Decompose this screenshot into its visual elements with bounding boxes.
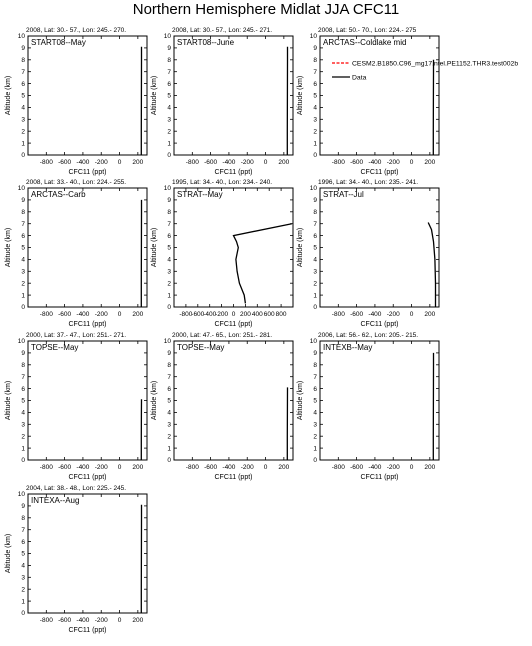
plot-frame	[320, 36, 439, 155]
x-tick-label: -600	[58, 464, 71, 471]
plot-frame	[174, 341, 293, 460]
x-tick-label: 600	[264, 311, 275, 318]
y-tick-label: 0	[21, 304, 25, 311]
x-tick-label: 200	[424, 464, 435, 471]
y-tick-label: 6	[167, 233, 171, 240]
y-tick-label: 10	[310, 338, 318, 345]
y-tick-label: 2	[21, 128, 25, 135]
y-tick-label: 9	[167, 350, 171, 357]
x-tick-label: -800	[186, 159, 199, 166]
x-tick-label: -200	[387, 159, 400, 166]
y-tick-label: 10	[18, 185, 26, 192]
panel-3	[297, 27, 439, 176]
x-tick-label: -800	[186, 464, 199, 471]
y-axis-label: Altitude (km)	[151, 381, 158, 420]
x-axis-label: CFC11 (ppt)	[361, 321, 399, 328]
x-tick-label: 0	[232, 311, 236, 318]
panel-campaign-label: TOPSE--May	[31, 343, 78, 352]
x-tick-label: -400	[368, 311, 381, 318]
y-tick-label: 0	[313, 152, 317, 159]
panel-header: 2004, Lat: 38.- 48., Lon: 225.- 245.	[26, 485, 126, 492]
y-tick-label: 5	[313, 93, 317, 100]
data-series-line	[234, 224, 292, 304]
y-tick-label: 3	[167, 269, 171, 276]
y-tick-label: 6	[313, 81, 317, 88]
x-tick-label: 0	[264, 464, 268, 471]
x-tick-label: -400	[222, 464, 235, 471]
y-tick-label: 10	[164, 338, 172, 345]
y-tick-label: 2	[167, 433, 171, 440]
y-tick-label: 5	[21, 93, 25, 100]
x-tick-label: -400	[203, 311, 216, 318]
x-tick-label: -200	[95, 617, 108, 624]
x-tick-label: -400	[76, 617, 89, 624]
y-tick-label: 6	[167, 81, 171, 88]
x-tick-label: -200	[215, 311, 228, 318]
y-tick-label: 5	[167, 93, 171, 100]
x-tick-label: -400	[76, 311, 89, 318]
y-tick-label: 9	[313, 197, 317, 204]
y-tick-label: 6	[21, 539, 25, 546]
y-tick-label: 4	[313, 257, 317, 264]
panel-5	[151, 179, 293, 328]
y-tick-label: 2	[167, 128, 171, 135]
x-tick-label: 0	[410, 464, 414, 471]
panel-campaign-label: ARCTAS--Coldlake mid	[323, 38, 406, 47]
panel-header: 2008, Lat: 30.- 57., Lon: 245.- 271.	[172, 27, 272, 34]
x-tick-label: -800	[40, 617, 53, 624]
y-tick-label: 7	[21, 374, 25, 381]
x-tick-label: -800	[332, 159, 345, 166]
x-tick-label: -800	[332, 311, 345, 318]
y-tick-label: 4	[21, 105, 25, 112]
y-axis-label: Altitude (km)	[5, 534, 12, 573]
panel-campaign-label: INTEXA--Aug	[31, 496, 79, 505]
y-tick-label: 8	[313, 57, 317, 64]
y-tick-label: 2	[167, 280, 171, 287]
x-tick-label: -200	[95, 311, 108, 318]
y-tick-label: 8	[21, 515, 25, 522]
x-tick-label: 0	[264, 159, 268, 166]
y-tick-label: 1	[313, 292, 317, 299]
y-tick-label: 8	[313, 209, 317, 216]
y-tick-label: 5	[167, 398, 171, 405]
panel-header: 2008, Lat: 33.- 40., Lon: 224.- 255.	[26, 179, 126, 186]
y-axis-label: Altitude (km)	[151, 228, 158, 267]
x-tick-label: -200	[241, 159, 254, 166]
y-tick-label: 4	[313, 105, 317, 112]
y-tick-label: 3	[21, 422, 25, 429]
legend-model-label: CESM2.B1850.C96_mg17.ntel.PE1152.THR3.test002b	[352, 61, 518, 68]
y-tick-label: 9	[21, 503, 25, 510]
y-tick-label: 10	[164, 33, 172, 40]
y-tick-label: 10	[18, 338, 26, 345]
panel-10	[5, 485, 147, 634]
y-tick-label: 0	[21, 610, 25, 617]
panel-4	[5, 179, 147, 328]
legend	[332, 61, 518, 82]
y-tick-label: 7	[21, 69, 25, 76]
x-tick-label: -200	[387, 311, 400, 318]
x-tick-label: 400	[252, 311, 263, 318]
x-tick-label: 200	[132, 464, 143, 471]
y-tick-label: 6	[313, 233, 317, 240]
y-axis-label: Altitude (km)	[5, 228, 12, 267]
y-tick-label: 7	[167, 221, 171, 228]
y-tick-label: 0	[21, 152, 25, 159]
y-tick-label: 0	[167, 152, 171, 159]
y-tick-label: 4	[21, 410, 25, 417]
y-tick-label: 2	[313, 128, 317, 135]
y-tick-label: 8	[21, 209, 25, 216]
x-tick-label: -600	[58, 311, 71, 318]
y-tick-label: 2	[313, 433, 317, 440]
x-tick-label: 200	[240, 311, 251, 318]
x-tick-label: 0	[410, 311, 414, 318]
y-tick-label: 8	[167, 362, 171, 369]
x-tick-label: -600	[350, 159, 363, 166]
y-tick-label: 10	[164, 185, 172, 192]
plot-frame	[28, 494, 147, 613]
panel-campaign-label: INTEXB--May	[323, 343, 372, 352]
x-tick-label: -600	[204, 159, 217, 166]
y-tick-label: 1	[21, 140, 25, 147]
x-axis-label: CFC11 (ppt)	[215, 321, 253, 328]
y-tick-label: 8	[167, 57, 171, 64]
x-tick-label: -800	[40, 311, 53, 318]
y-tick-label: 3	[21, 117, 25, 124]
x-axis-label: CFC11 (ppt)	[69, 474, 107, 481]
panel-header: 2006, Lat: 56.- 62., Lon: 205.- 215.	[318, 332, 418, 339]
y-tick-label: 2	[21, 433, 25, 440]
x-tick-label: -800	[332, 464, 345, 471]
y-tick-label: 1	[313, 140, 317, 147]
x-tick-label: 0	[410, 159, 414, 166]
y-tick-label: 3	[21, 575, 25, 582]
x-tick-label: -600	[58, 159, 71, 166]
plot-frame	[174, 188, 293, 307]
x-tick-label: 200	[132, 617, 143, 624]
y-tick-label: 9	[167, 45, 171, 52]
panel-8	[151, 332, 293, 481]
y-tick-label: 0	[313, 304, 317, 311]
y-tick-label: 7	[313, 374, 317, 381]
x-tick-label: -200	[241, 464, 254, 471]
y-tick-label: 5	[21, 398, 25, 405]
y-axis-label: Altitude (km)	[297, 381, 304, 420]
panel-campaign-label: ARCTAS--Carb	[31, 190, 86, 199]
y-tick-label: 5	[21, 245, 25, 252]
panel-header: 2008, Lat: 50.- 70., Lon: 224.- 275	[318, 27, 417, 34]
panel-campaign-label: STRAT--Jul	[323, 190, 364, 199]
y-tick-label: 0	[167, 457, 171, 464]
y-axis-label: Altitude (km)	[297, 228, 304, 267]
plot-frame	[28, 188, 147, 307]
y-axis-label: Altitude (km)	[5, 76, 12, 115]
y-tick-label: 3	[21, 269, 25, 276]
y-tick-label: 5	[21, 551, 25, 558]
plot-frame	[174, 36, 293, 155]
y-tick-label: 4	[167, 257, 171, 264]
panel-campaign-label: START08--June	[177, 38, 235, 47]
x-axis-label: CFC11 (ppt)	[361, 169, 399, 176]
y-axis-label: Altitude (km)	[151, 76, 158, 115]
y-tick-label: 3	[167, 117, 171, 124]
y-tick-label: 7	[313, 221, 317, 228]
y-tick-label: 8	[21, 362, 25, 369]
y-tick-label: 10	[18, 33, 26, 40]
panel-7	[5, 332, 147, 481]
y-tick-label: 1	[21, 292, 25, 299]
panel-campaign-label: TOPSE--May	[177, 343, 224, 352]
y-tick-label: 9	[21, 350, 25, 357]
x-tick-label: -400	[368, 159, 381, 166]
y-tick-label: 1	[21, 445, 25, 452]
y-tick-label: 3	[313, 117, 317, 124]
x-tick-label: 0	[118, 159, 122, 166]
y-tick-label: 4	[167, 410, 171, 417]
legend-data-label: Data	[352, 75, 367, 82]
y-tick-label: 8	[313, 362, 317, 369]
panel-campaign-label: START08--May	[31, 38, 86, 47]
x-tick-label: -200	[95, 464, 108, 471]
y-tick-label: 4	[167, 105, 171, 112]
y-tick-label: 6	[167, 386, 171, 393]
x-tick-label: -400	[222, 159, 235, 166]
y-tick-label: 8	[21, 57, 25, 64]
x-tick-label: -600	[191, 311, 204, 318]
y-tick-label: 9	[167, 197, 171, 204]
x-tick-label: -400	[76, 159, 89, 166]
y-tick-label: 9	[313, 45, 317, 52]
x-axis-label: CFC11 (ppt)	[69, 627, 107, 634]
plot-frame	[28, 36, 147, 155]
y-tick-label: 7	[21, 527, 25, 534]
panel-header: 2000, Lat: 37.- 47., Lon: 251.- 271.	[26, 332, 126, 339]
y-tick-label: 6	[313, 386, 317, 393]
x-tick-label: 200	[278, 159, 289, 166]
x-tick-label: -800	[40, 464, 53, 471]
x-tick-label: -400	[368, 464, 381, 471]
x-axis-label: CFC11 (ppt)	[215, 169, 253, 176]
y-axis-label: Altitude (km)	[297, 76, 304, 115]
x-tick-label: -600	[350, 311, 363, 318]
x-tick-label: -400	[76, 464, 89, 471]
x-tick-label: 200	[132, 159, 143, 166]
x-tick-label: -800	[40, 159, 53, 166]
y-tick-label: 7	[313, 69, 317, 76]
panel-header: 2008, Lat: 30.- 57., Lon: 245.- 270.	[26, 27, 126, 34]
x-tick-label: 200	[132, 311, 143, 318]
y-axis-label: Altitude (km)	[5, 381, 12, 420]
y-tick-label: 1	[313, 445, 317, 452]
y-tick-label: 1	[167, 292, 171, 299]
y-tick-label: 3	[313, 422, 317, 429]
x-tick-label: -600	[204, 464, 217, 471]
y-tick-label: 5	[167, 245, 171, 252]
y-tick-label: 5	[313, 398, 317, 405]
x-axis-label: CFC11 (ppt)	[215, 474, 253, 481]
y-tick-label: 10	[310, 185, 318, 192]
x-tick-label: 200	[424, 311, 435, 318]
data-series-line	[428, 223, 435, 308]
y-tick-label: 6	[21, 386, 25, 393]
y-tick-label: 5	[313, 245, 317, 252]
panel-2	[151, 27, 293, 176]
y-tick-label: 8	[167, 209, 171, 216]
y-tick-label: 7	[167, 69, 171, 76]
x-tick-label: 0	[118, 311, 122, 318]
x-tick-label: -200	[387, 464, 400, 471]
y-tick-label: 4	[21, 563, 25, 570]
y-tick-label: 4	[21, 257, 25, 264]
x-tick-label: -600	[58, 617, 71, 624]
x-tick-label: -600	[350, 464, 363, 471]
x-axis-label: CFC11 (ppt)	[69, 321, 107, 328]
y-tick-label: 2	[21, 586, 25, 593]
y-tick-label: 9	[21, 197, 25, 204]
panel-header: 2000, Lat: 47.- 65., Lon: 251.- 281.	[172, 332, 272, 339]
y-tick-label: 3	[167, 422, 171, 429]
panel-header: 1996, Lat: 34.- 40., Lon: 235.- 241.	[318, 179, 418, 186]
x-tick-label: 200	[278, 464, 289, 471]
x-tick-label: 0	[118, 617, 122, 624]
panel-header: 1995, Lat: 34.- 40., Lon: 234.- 240.	[172, 179, 272, 186]
y-tick-label: 3	[313, 269, 317, 276]
x-tick-label: -800	[179, 311, 192, 318]
panel-6	[297, 179, 439, 328]
y-tick-label: 0	[167, 304, 171, 311]
y-tick-label: 7	[167, 374, 171, 381]
x-axis-label: CFC11 (ppt)	[69, 169, 107, 176]
x-axis-label: CFC11 (ppt)	[361, 474, 399, 481]
plot-frame	[28, 341, 147, 460]
x-tick-label: 800	[276, 311, 287, 318]
y-tick-label: 2	[21, 280, 25, 287]
y-tick-label: 9	[21, 45, 25, 52]
y-tick-label: 10	[18, 491, 26, 498]
y-tick-label: 1	[167, 140, 171, 147]
plot-frame	[320, 188, 439, 307]
y-tick-label: 6	[21, 233, 25, 240]
y-tick-label: 1	[167, 445, 171, 452]
y-tick-label: 9	[313, 350, 317, 357]
y-tick-label: 7	[21, 221, 25, 228]
panel-9	[297, 332, 439, 481]
x-tick-label: -200	[95, 159, 108, 166]
figure-title: Northern Hemisphere Midlat JJA CFC11	[0, 1, 532, 18]
x-tick-label: 0	[118, 464, 122, 471]
panel-campaign-label: STRAT--May	[177, 190, 223, 199]
y-tick-label: 10	[310, 33, 318, 40]
plot-frame	[320, 341, 439, 460]
panel-1	[5, 27, 147, 176]
y-tick-label: 4	[313, 410, 317, 417]
y-tick-label: 0	[313, 457, 317, 464]
y-tick-label: 6	[21, 81, 25, 88]
x-tick-label: 200	[424, 159, 435, 166]
y-tick-label: 2	[313, 280, 317, 287]
y-tick-label: 1	[21, 598, 25, 605]
y-tick-label: 0	[21, 457, 25, 464]
